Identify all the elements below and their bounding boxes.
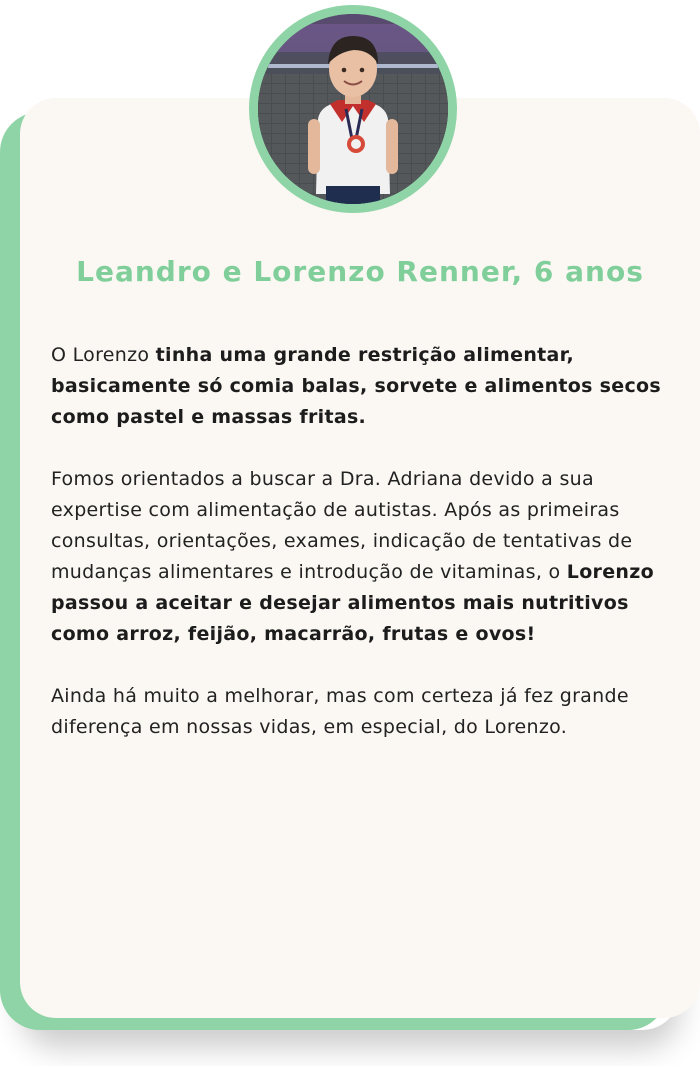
paragraph-1-highlight: tinha uma grande restrição alimentar, basicamente só comia balas, sorvete e alimentos secos como pastel e massas fritas. [51, 344, 661, 428]
paragraph-1-text: O Lorenzo [51, 344, 156, 366]
testimonial-title: Leandro e Lorenzo Renner, 6 anos [76, 255, 644, 288]
paragraph-3 [51, 681, 679, 743]
paragraph-1 [51, 340, 679, 433]
paragraph-3-text: Ainda há muito a melhorar, mas com certeza já fez grande diferença em nossas vidas, em especial, do Lorenzo. [51, 685, 629, 738]
paragraph-2-highlight: Lorenzo passou a aceitar e desejar alimentos mais nutritivos como arroz, feijão, macarrão, frutas e ovos! [51, 561, 654, 645]
paragraph-2-text: Fomos orientados a buscar a Dra. Adriana devido a sua expertise com alimentação de autistas. Após as primeiras consultas, orientações, exames, indicação de tentativas de mudanças alimentares e introdução de vitaminas, o [51, 468, 633, 583]
paragraph-2 [51, 464, 679, 650]
testimonial-text [51, 340, 679, 774]
avatar [249, 5, 457, 213]
child-photo-icon [258, 14, 448, 204]
